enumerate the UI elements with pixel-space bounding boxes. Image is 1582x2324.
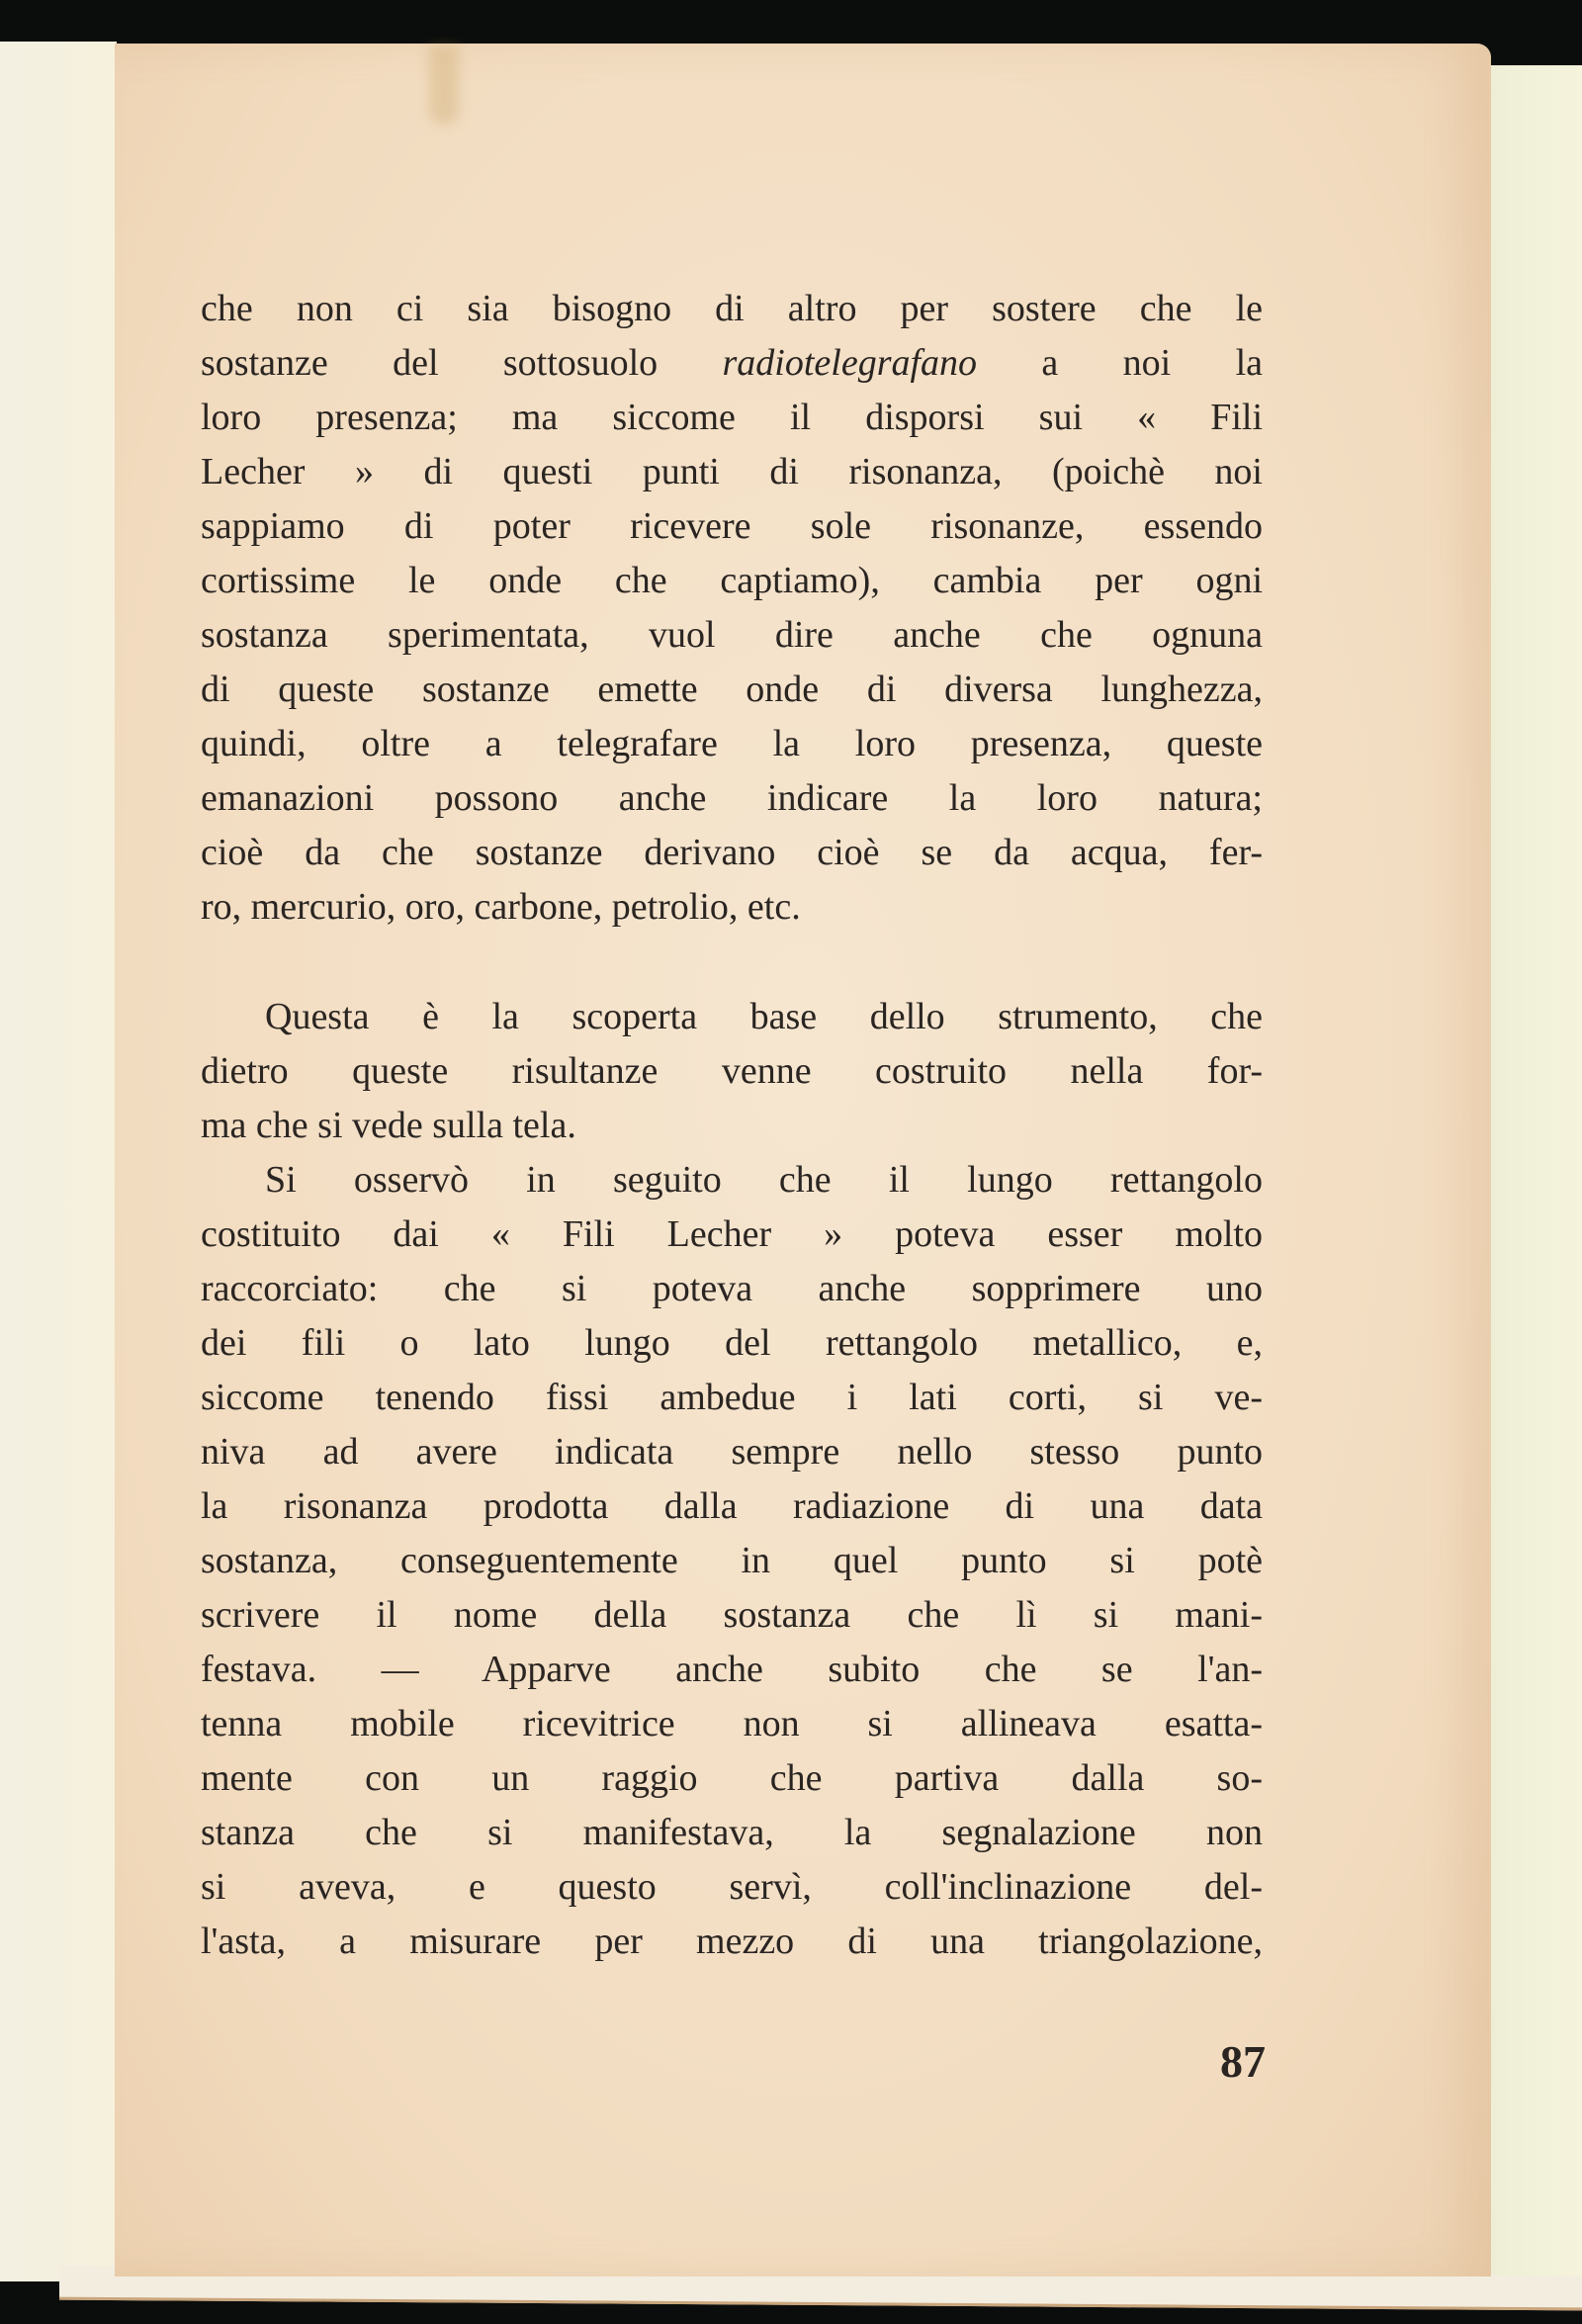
text-line: siccome tenendo fissi ambedue i lati corti, si ve- <box>201 1377 1263 1418</box>
book-page <box>115 44 1491 2277</box>
text-segment: sostanze del sottosuolo <box>201 342 723 384</box>
text-line: sostanza sperimentata, vuol dire anche che ognuna <box>201 614 1263 656</box>
text-line: cortissime le onde che captiamo), cambia per ogni <box>201 560 1263 601</box>
text-line: niva ad avere indicata sempre nello stesso punto <box>201 1431 1263 1473</box>
text-line: scrivere il nome della sostanza che lì si mani- <box>201 1594 1263 1636</box>
text-segment: a noi la <box>977 342 1263 384</box>
text-line: Si osservò in seguito che il lungo rettangolo <box>265 1159 1263 1201</box>
text-line: dei fili o lato lungo del rettangolo metallico, e, <box>201 1322 1263 1364</box>
text-line: sappiamo di poter ricevere sole risonanze, essendo <box>201 505 1263 547</box>
right-page-edge <box>1488 65 1582 2302</box>
paragraph-1 <box>201 282 1263 935</box>
text-line: sostanza, conseguentemente in quel punto si potè <box>201 1540 1263 1581</box>
text-line: loro presenza; ma siccome il disporsi sui « Fili <box>201 397 1263 438</box>
text-line: che non ci sia bisogno di altro per sostere che le <box>201 288 1263 329</box>
text-line: la risonanza prodotta dalla radiazione di una data <box>201 1485 1263 1527</box>
text-line: raccorciato: che si poteva anche sopprimere uno <box>201 1268 1263 1309</box>
text-line: dietro queste risultanze venne costruito nella for- <box>201 1050 1263 1092</box>
text-line: Lecher » di questi punti di risonanza, (poichè noi <box>201 451 1263 492</box>
text-line: festava. — Apparve anche subito che se l'an- <box>201 1649 1263 1690</box>
text-line: di queste sostanze emette onde di diversa lunghezza, <box>201 669 1263 710</box>
text-line: ma che si vede sulla tela. <box>201 1105 576 1146</box>
text-line: emanazioni possono anche indicare la loro natura; <box>201 777 1263 819</box>
left-page-edge <box>0 42 117 2281</box>
text-line: l'asta, a misurare per mezzo di una triangolazione, <box>201 1921 1263 1962</box>
text-line: stanza che si manifestava, la segnalazione non <box>201 1812 1263 1853</box>
text-line: mente con un raggio che partiva dalla so- <box>201 1757 1263 1799</box>
text-line: ro, mercurio, oro, carbone, petrolio, etc. <box>201 886 801 928</box>
text-line: tenna mobile ricevitrice non si allineava esatta- <box>201 1703 1263 1744</box>
text-line: cioè da che sostanze derivano cioè se da acqua, fer- <box>201 832 1263 873</box>
paragraphs-2-3 <box>201 990 1263 1969</box>
water-stain <box>429 45 459 125</box>
text-line <box>201 336 1263 391</box>
italic-term: radiotelegrafano <box>722 342 978 384</box>
text-line: si aveva, e questo servì, coll'inclinazione del- <box>201 1866 1263 1908</box>
page-number: 87 <box>1220 2036 1266 2087</box>
text-line: costituito dai « Fili Lecher » poteva esser molto <box>201 1213 1263 1255</box>
text-line: Questa è la scoperta base dello strumento, che <box>265 996 1263 1037</box>
text-line: quindi, oltre a telegrafare la loro presenza, queste <box>201 723 1263 764</box>
